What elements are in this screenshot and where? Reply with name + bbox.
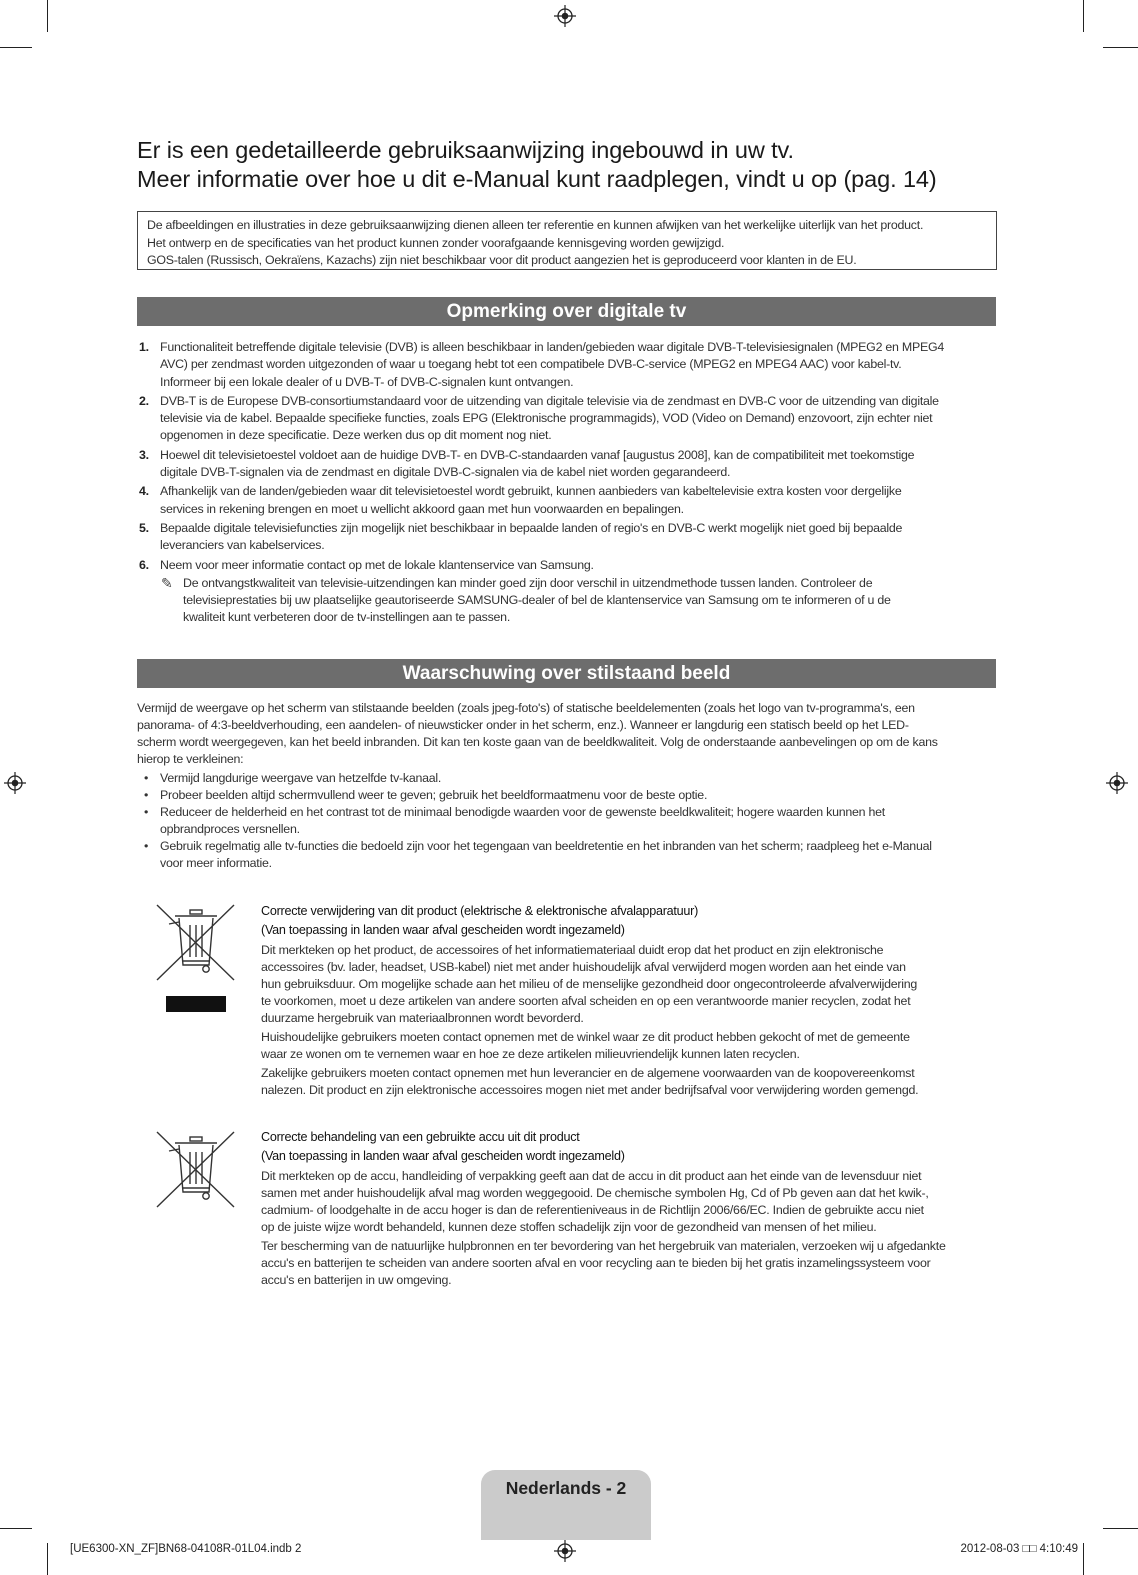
warning-line: scherm wordt weergegeven, kan het beeld inbranden. Dit kan ten koste gaan van de beeldkwaliteit. Volg de onderstaande aanbevelingen op om de kans — [137, 735, 938, 749]
note-line: kwaliteit kunt verbeteren door de tv-instellingen aan te passen. — [183, 610, 511, 625]
list-item — [137, 520, 997, 555]
warning-line: Vermijd de weergave op het scherm van stilstaande beelden (zoals jpeg-foto's) of statische beeldelementen (zoals het logo van tv-programma's, een — [137, 701, 915, 715]
paragraph-line: duurzame hergebruik van materiaalbronnen wordt bevorderd. — [261, 1011, 584, 1025]
item-line: opgenomen in deze specificatie. Deze werken dus op dit moment nog niet. — [160, 428, 552, 443]
registration-mark-icon — [4, 772, 26, 794]
footer-timestamp: 2012-08-03 □□ 4:10:49 — [960, 1543, 1078, 1555]
paragraph-line: waar ze wonen om te vernemen waar en hoe ze deze artikelen milieuvriendelijk kunnen laten recyclen. — [261, 1047, 800, 1061]
registration-mark-icon — [1106, 772, 1128, 794]
weee-heading: Correcte verwijdering van dit product (elektrische & elektronische afvalapparatuur) — [261, 904, 699, 918]
intro-line: Meer informatie over hoe u dit e-Manual kunt raadplegen, vindt u op (pag. 14) — [137, 166, 937, 192]
paragraph-line: op de juiste wijze wordt behandeld, kunnen deze stoffen schadelijk zijn voor de gezondheid van mensen of het milieu. — [261, 1220, 877, 1234]
bullet-icon: • — [144, 839, 149, 853]
paragraph-line: hun gebruiksduur. Om mogelijke schade aan het milieu of de menselijke gezondheid door ongecontroleerde afvalverwijdering — [261, 977, 918, 991]
crop-mark — [47, 1543, 48, 1575]
list-item — [137, 557, 997, 627]
item-line: Informeer bij een lokale dealer of u DVB-T- of DVB-C-signalen kunt ontvangen. — [160, 374, 574, 389]
paragraph-line: nalezen. Dit product en zijn elektronische accessoires mogen niet met ander bedrijfsafval voor verwijdering worden gemengd. — [261, 1083, 919, 1097]
digital-tv-list — [137, 339, 997, 629]
warning-line: panorama- of 4:3-beeldverhouding, een aandelen- of nieuwsticker onder in het scherm, enz.). Wanneer er langdurig een statisch beeld op het LED- — [137, 718, 909, 732]
item-line: leveranciers van kabelservices. — [160, 538, 325, 553]
bullet-line: Reduceer de helderheid en het contrast tot de minimaal benodigde waarden voor de gewenste beeldkwaliteit; hogere waarden kunnen het — [160, 805, 885, 819]
bullet-line: Probeer beelden altijd schermvullend weer te geven; gebruik het beeldformaatmenu voor de beste optie. — [160, 788, 708, 802]
paragraph-line: Dit merkteken op de accu, handleiding of verpakking geeft aan dat de accu in dit product aan het einde van de levensduur niet — [261, 1169, 922, 1183]
item-number: 4. — [139, 484, 149, 499]
paragraph-line: Dit merkteken op het product, de accessoires of het informatiemateriaal duidt erop dat het product en zijn elektronische — [261, 943, 884, 957]
intro-heading — [137, 136, 1007, 194]
item-line: Afhankelijk van de landen/gebieden waar dit televisietoestel wordt gebruikt, kunnen aanbieders van kabeltelevisie extra kosten voor dergelijke — [160, 484, 902, 499]
paragraph-line: cadmium- of loodgehalte in de accu hoger is dan de referentieniveaus in de Richtlijn 2006/66/EC. Indien de gebruikte accu niet — [261, 1203, 924, 1217]
item-line: Neem voor meer informatie contact op met de lokale klantenservice van Samsung. — [160, 557, 594, 572]
item-number: 5. — [139, 520, 149, 535]
crop-mark — [0, 1528, 32, 1529]
weee-subheading: (Van toepassing in landen waar afval gescheiden wordt ingezameld) — [261, 923, 625, 937]
bullet-item — [137, 770, 997, 787]
crossed-out-bin-icon — [155, 903, 237, 1015]
weee-disposal-section — [261, 902, 1001, 1099]
note-line: televisieprestaties bij uw plaatselijke geautoriseerde SAMSUNG-dealer of bel de klantenservice van Samsung om te informeren of u de — [183, 593, 891, 608]
crop-mark — [0, 47, 32, 48]
crop-mark — [1083, 1543, 1084, 1575]
crop-mark — [47, 0, 48, 32]
bullet-line: Gebruik regelmatig alle tv-functies die bedoeld zijn voor het tegengaan van beeldretentie en het inbranden van het scherm; raadpleeg het e-Manual — [160, 839, 932, 853]
item-line: televisie via de kabel. Bepaalde specifieke functies, zoals EPG (Elektronische programmagids), VOD (Video on Demand) enzovoort, zijn echter niet — [160, 411, 933, 426]
bullet-icon: • — [144, 771, 149, 785]
battery-subheading: (Van toepassing in landen waar afval gescheiden wordt ingezameld) — [261, 1149, 625, 1163]
paragraph-line: te voorkomen, moet u deze artikelen van andere soorten afval scheiden en op een verantwoorde manier recyclen, zodat het — [261, 994, 911, 1008]
crop-mark — [1083, 0, 1084, 32]
bullet-item — [137, 838, 997, 872]
notice-line: Het ontwerp en de specificaties van het product kunnen zonder voorafgaande kennisgeving worden gewijzigd. — [147, 235, 725, 250]
intro-line: Er is een gedetailleerde gebruiksaanwijzing ingebouwd in uw tv. — [137, 137, 794, 163]
crop-mark — [1103, 1528, 1138, 1529]
section-header-digital-tv: Opmerking over digitale tv — [137, 297, 996, 326]
footer-file-name: [UE6300-XN_ZF]BN68-04108R-01L04.indb 2 — [70, 1543, 302, 1555]
item-number: 2. — [139, 393, 149, 408]
still-image-warning — [137, 700, 997, 872]
registration-mark-icon — [554, 5, 576, 27]
paragraph-line: samen met ander huishoudelijk afval mag worden weggegooid. De chemische symbolen Hg, Cd of Pb geven aan dat het kwik-, — [261, 1186, 929, 1200]
weee-paragraph — [261, 1065, 1001, 1099]
battery-heading: Correcte behandeling van een gebruikte accu uit dit product — [261, 1130, 580, 1144]
section-header-still-image: Waarschuwing over stilstaand beeld — [137, 659, 996, 688]
registration-mark-icon — [554, 1540, 576, 1562]
paragraph-line: Huishoudelijke gebruikers moeten contact opnemen met de winkel waar ze dit product hebben gekocht of met de gemeente — [261, 1030, 910, 1044]
paragraph-line: accu's en batterijen in uw omgeving. — [261, 1273, 452, 1287]
item-line: Bepaalde digitale televisiefuncties zijn mogelijk niet beschikbaar in bepaalde landen of regio's en DVB-C werkt mogelijk niet goed bij bepaalde — [160, 520, 903, 535]
paragraph-line: Ter bescherming van de natuurlijke hulpbronnen en ter bevordering van het hergebruik van materialen, verzoeken wij u afgedankte — [261, 1239, 946, 1253]
note-line: De ontvangstkwaliteit van televisie-uitzendingen kan minder goed zijn door verschil in uitzendmethode tussen landen. Controleer de — [183, 575, 873, 590]
item-number: 3. — [139, 447, 149, 462]
notice-box — [137, 211, 997, 270]
crossed-out-bin-icon — [155, 1130, 237, 1210]
bullet-icon: • — [144, 788, 149, 802]
list-item — [137, 447, 997, 482]
warning-line: hierop te verkleinen: — [137, 752, 244, 766]
crop-mark — [1103, 47, 1138, 48]
notice-line: De afbeeldingen en illustraties in deze gebruiksaanwijzing dienen alleen ter referentie en kunnen afwijken van het werkelijke uiterlijk van het product. — [147, 218, 924, 232]
item-number: 1. — [139, 340, 149, 354]
battery-paragraph — [261, 1238, 1001, 1289]
bullet-line: opbrandproces versnellen. — [160, 822, 300, 836]
bullet-line: voor meer informatie. — [160, 856, 272, 870]
list-item — [137, 483, 997, 518]
weee-paragraph — [261, 1029, 1001, 1063]
page-number: Nederlands - 2 — [505, 1478, 627, 1498]
bullet-list — [137, 770, 997, 872]
bullet-icon: • — [144, 805, 149, 819]
paragraph-line: accessoires (bv. lader, headset, USB-kabel) niet met ander huishoudelijk afval verwijderd mogen worden aan het einde van — [261, 960, 906, 974]
item-line: Functionaliteit betreffende digitale televisie (DVB) is alleen beschikbaar in landen/gebieden waar digitale DVB-T-televisiesignalen (MPEG2 en MPEG4 — [160, 340, 945, 354]
item-line: digitale DVB-T-signalen via de zendmast en digitale DVB-C-signalen via de kabel niet worden gegarandeerd. — [160, 465, 731, 480]
bullet-line: Vermijd langdurige weergave van hetzelfde tv-kanaal. — [160, 771, 442, 785]
battery-paragraph — [261, 1168, 1001, 1236]
item-line: services in rekening brengen en moet u wellicht akkoord gaan met hun voorwaarden en bepalingen. — [160, 501, 684, 516]
list-item — [137, 393, 997, 445]
note — [160, 575, 997, 627]
paragraph-line: Zakelijke gebruikers moeten contact opnemen met hun leverancier en de algemene voorwaarden van de koopovereenkomst — [261, 1066, 915, 1080]
item-line: Hoewel dit televisietoestel voldoet aan de huidige DVB-T- en DVB-C-standaarden vanaf [augustus 2008], kan de compatibiliteit met toekomstige — [160, 447, 915, 462]
item-line: AVC) per zendmast worden uitgezonden of waar u toegang hebt tot een compatibele DVB-C-service (MPEG2 en MPEG4 AAC) voor kabel-tv. — [160, 357, 902, 372]
bullet-item — [137, 804, 997, 838]
pencil-icon: ✎ — [161, 574, 173, 591]
paragraph-line: accu's en batterijen te scheiden van andere soorten afval en voor recycling aan te bieden bij het gratis inzamelingssysteem voor — [261, 1256, 931, 1270]
battery-disposal-section — [261, 1128, 1001, 1289]
item-number: 6. — [139, 557, 149, 572]
bullet-item — [137, 787, 997, 804]
notice-line: GOS-talen (Russisch, Oekraïens, Kazachs) zijn niet beschikbaar voor dit product aangezien het is geproduceerd voor klanten in de EU. — [147, 253, 857, 267]
weee-paragraph — [261, 942, 1001, 1027]
list-item — [137, 339, 997, 391]
item-line: DVB-T is de Europese DVB-consortiumstandaard voor de uitzending van digitale televisie via de zendmast en DVB-C voor de uitzending van digitale — [160, 393, 939, 408]
